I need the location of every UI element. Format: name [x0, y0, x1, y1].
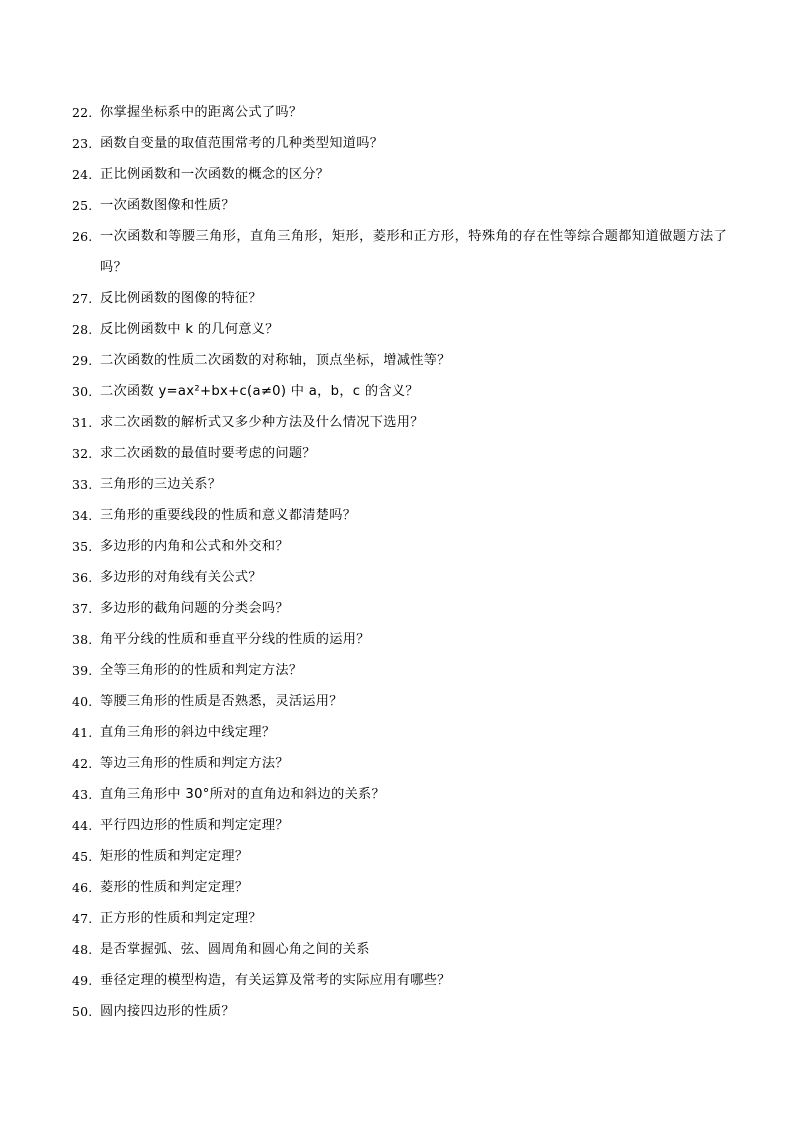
list-item	[72, 469, 732, 500]
list-item	[72, 996, 732, 1027]
item-number: 22.	[72, 105, 93, 120]
item-text: 多边形的截角问题的分类会吗？	[100, 601, 289, 616]
item-text: 函数自变量的取值范围常考的几种类型知道吗？	[100, 136, 384, 151]
item-text: 垂径定理的模型构造，有关运算及常考的实际应用有哪些？	[100, 973, 451, 988]
item-number: 37.	[72, 601, 93, 616]
list-item	[72, 841, 732, 872]
item-text: 二次函数 y=ax²+bx+c(a≠0) 中 a，b，c 的含义？	[100, 384, 419, 399]
item-text: 多边形的对角线有关公式？	[100, 570, 262, 585]
list-item	[72, 779, 732, 810]
list-item	[72, 810, 732, 841]
question-list	[72, 97, 732, 1027]
list-item	[72, 562, 732, 593]
item-number: 28.	[72, 322, 93, 337]
item-number: 35.	[72, 539, 93, 554]
list-item	[72, 283, 732, 314]
item-text: 是否掌握弧、弦、圆周角和圆心角之间的关系	[100, 942, 370, 957]
item-text: 圆内接四边形的性质？	[100, 1004, 235, 1019]
item-text: 平行四边形的性质和判定定理？	[100, 818, 289, 833]
item-number: 26.	[72, 229, 93, 244]
list-item	[72, 624, 732, 655]
item-number: 33.	[72, 477, 93, 492]
item-text: 反比例函数中 k 的几何意义？	[100, 322, 279, 337]
list-item	[72, 965, 732, 996]
item-text: 等边三角形的性质和判定方法？	[100, 756, 289, 771]
item-number: 50.	[72, 1004, 93, 1019]
list-item	[72, 221, 732, 283]
list-item	[72, 655, 732, 686]
list-item	[72, 717, 732, 748]
item-number: 49.	[72, 973, 93, 988]
list-item	[72, 345, 732, 376]
list-item	[72, 748, 732, 779]
item-number: 30.	[72, 384, 93, 399]
item-number: 27.	[72, 291, 93, 306]
item-number: 38.	[72, 632, 93, 647]
item-number: 24.	[72, 167, 93, 182]
list-item	[72, 190, 732, 221]
item-text: 菱形的性质和判定定理？	[100, 880, 249, 895]
list-item	[72, 97, 732, 128]
item-number: 41.	[72, 725, 93, 740]
list-item	[72, 531, 732, 562]
item-number: 29.	[72, 353, 93, 368]
item-text: 直角三角形中 30°所对的直角边和斜边的关系？	[100, 787, 386, 802]
item-text: 多边形的内角和公式和外交和？	[100, 539, 289, 554]
item-number: 36.	[72, 570, 93, 585]
item-text: 二次函数的性质二次函数的对称轴，顶点坐标，增减性等？	[100, 353, 451, 368]
item-number: 32.	[72, 446, 93, 461]
item-text: 一次函数图像和性质？	[100, 198, 235, 213]
list-item	[72, 686, 732, 717]
list-item	[72, 128, 732, 159]
list-item	[72, 438, 732, 469]
item-text: 求二次函数的解析式又多少种方法及什么情况下选用？	[100, 415, 424, 430]
list-item	[72, 376, 732, 407]
item-number: 47.	[72, 911, 93, 926]
item-number: 44.	[72, 818, 93, 833]
item-text: 反比例函数的图像的特征？	[100, 291, 262, 306]
item-number: 45.	[72, 849, 93, 864]
item-text: 求二次函数的最值时要考虑的问题？	[100, 446, 316, 461]
list-item	[72, 500, 732, 531]
item-number: 43.	[72, 787, 93, 802]
list-item	[72, 934, 732, 965]
item-number: 46.	[72, 880, 93, 895]
item-number: 31.	[72, 415, 93, 430]
item-number: 25.	[72, 198, 93, 213]
item-number: 40.	[72, 694, 93, 709]
item-text: 角平分线的性质和垂直平分线的性质的运用？	[100, 632, 370, 647]
item-number: 48.	[72, 942, 93, 957]
list-item	[72, 593, 732, 624]
list-item	[72, 903, 732, 934]
item-text: 全等三角形的的性质和判定方法？	[100, 663, 303, 678]
list-item	[72, 407, 732, 438]
item-text: 直角三角形的斜边中线定理？	[100, 725, 276, 740]
item-number: 39.	[72, 663, 93, 678]
item-text: 三角形的三边关系？	[100, 477, 222, 492]
item-text: 正比例函数和一次函数的概念的区分？	[100, 167, 330, 182]
list-item	[72, 314, 732, 345]
item-number: 23.	[72, 136, 93, 151]
item-text: 正方形的性质和判定定理？	[100, 911, 262, 926]
item-text: 三角形的重要线段的性质和意义都清楚吗？	[100, 508, 357, 523]
item-text: 一次函数和等腰三角形，直角三角形，矩形，菱形和正方形，特殊角的存在性等综合题都知道做题方法了吗？	[100, 229, 728, 275]
item-text: 你掌握坐标系中的距离公式了吗？	[100, 105, 303, 120]
item-text: 矩形的性质和判定定理？	[100, 849, 249, 864]
item-text: 等腰三角形的性质是否熟悉，灵活运用？	[100, 694, 343, 709]
list-item	[72, 159, 732, 190]
list-item	[72, 872, 732, 903]
item-number: 34.	[72, 508, 93, 523]
item-number: 42.	[72, 756, 93, 771]
